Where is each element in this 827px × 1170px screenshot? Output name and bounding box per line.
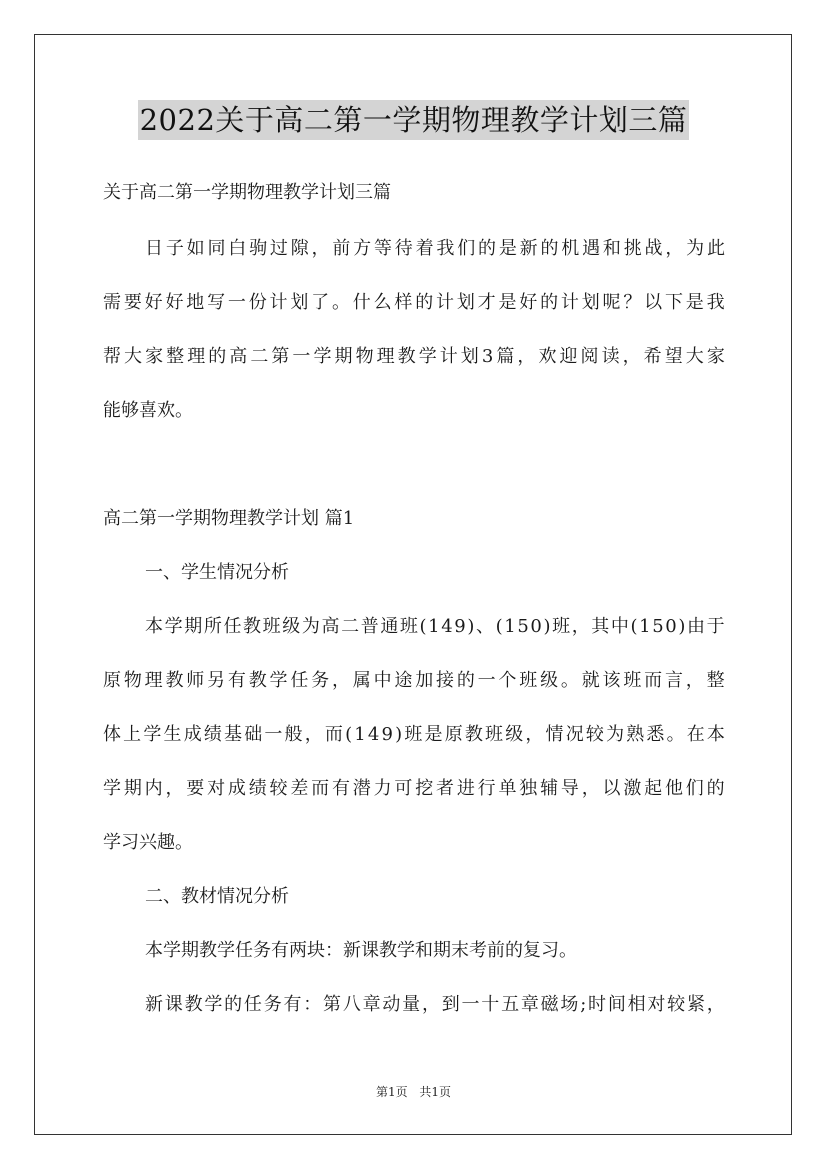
title-container — [0, 100, 827, 140]
intro-line-1: 日 子 如 同 白 驹 过 隙 ， 前 方 等 待 着 我 们 的 是 新 的 机 遇 和 挑 战 ， 为 此 — [145, 238, 725, 259]
heading-student-analysis: 一、学生情况分析 — [145, 562, 289, 583]
para1-line-4: 学 期 内 ， 要 对 成 绩 较 差 而 有 潜 力 可 挖 者 进 行 单 独 辅 导 ， 以 激 起 他 们 的 — [103, 778, 725, 799]
para1-line-3: 体 上 学 生 成 绩 基 础 一 般 ， 而 ( 1 4 9 ) 班 是 原 教 班 级 ， 情 况 较 为 熟 悉 。 在 本 — [103, 724, 725, 745]
intro-line-4: 能够喜欢。 — [103, 400, 193, 421]
page-number: 第1页 — [375, 1085, 408, 1099]
intro-line-2: 需 要 好 好 地 写 一 份 计 划 了 。 什 么 样 的 计 划 才 是 好 的 计 划 呢 ？ 以 下 是 我 — [103, 292, 725, 313]
para1-line-5: 学习兴趣。 — [103, 832, 193, 853]
page-total: 共1页 — [419, 1085, 452, 1099]
heading-textbook-analysis: 二、教材情况分析 — [145, 886, 289, 907]
page-footer — [0, 1084, 827, 1100]
para3-line-1: 新 课 教 学 的 任 务 有 ： 第 八 章 动 量 ， 到 一 十 五 章 磁 场 ; 时 间 相 对 较 紧 ， — [145, 994, 725, 1015]
para1-line-2: 原 物 理 教 师 另 有 教 学 任 务 ， 属 中 途 加 接 的 一 个 班 级 。 就 该 班 而 言 ， 整 — [103, 670, 725, 691]
document-subtitle: 关于高二第一学期物理教学计划三篇 — [103, 182, 391, 203]
para2-line-1: 本学期教学任务有两块：新课教学和期末考前的复习。 — [145, 940, 577, 961]
document-title: 2022关于高二第一学期物理教学计划三篇 — [138, 100, 690, 140]
intro-line-3: 帮 大 家 整 理 的 高 二 第 一 学 期 物 理 教 学 计 划 3 篇 ， 欢 迎 阅 读 ， 希 望 大 家 — [103, 346, 725, 367]
para1-line-1: 本 学 期 所 任 教 班 级 为 高 二 普 通 班 ( 1 4 9 ) 、 ( 1 5 0 ) 班 ， 其 中 ( 1 5 0 ) 由 于 — [145, 616, 725, 637]
section-title: 高二第一学期物理教学计划 篇1 — [103, 508, 355, 529]
